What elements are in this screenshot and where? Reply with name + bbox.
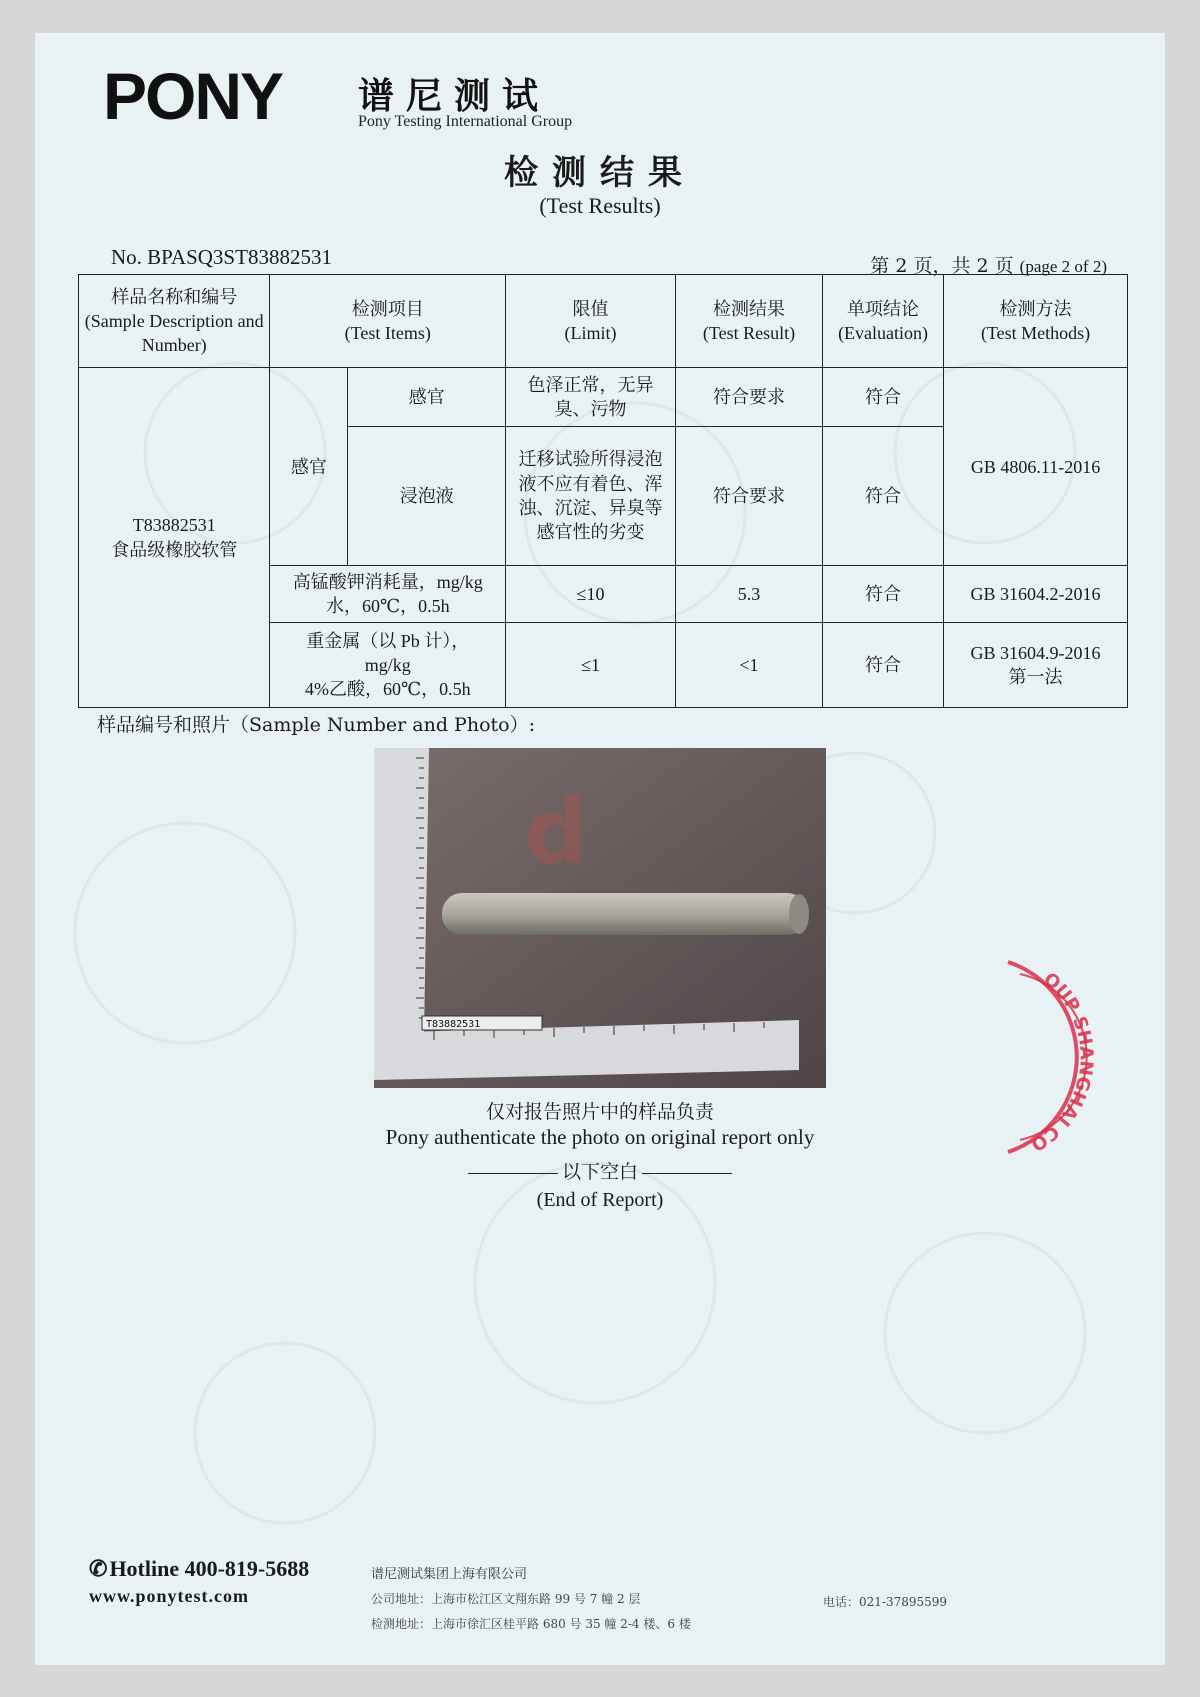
page-title-cn: 检测结果 <box>504 153 696 193</box>
item-cell: 感官 <box>348 368 506 427</box>
col-header-limit: 限值 (Limit) <box>506 275 676 368</box>
footer-phone: 电话：021-37895599 <box>823 1595 948 1609</box>
page-title-en: (Test Results) <box>539 193 661 218</box>
sample-photo <box>374 748 826 1088</box>
col-header-test-items: 检测项目 (Test Items) <box>270 275 506 368</box>
result-cell: 5.3 <box>675 566 822 623</box>
page-indicator-en: (page 2 of 2) <box>1019 257 1107 276</box>
limit-cell: ≤10 <box>506 566 676 623</box>
company-name-en: Pony Testing International Group <box>358 113 573 130</box>
item-cell: 重金属（以 Pb 计）， mg/kg 4%乙酸，60℃，0.5h <box>270 622 506 707</box>
item-cell: 浸泡液 <box>348 426 506 566</box>
limit-cell: 色泽正常，无异臭、污物 <box>506 368 676 427</box>
method-cell: GB 4806.11-2016 <box>944 368 1128 566</box>
result-cell: <1 <box>675 622 822 707</box>
seal-text: OUP SHANGHAI CO <box>1026 968 1097 1156</box>
evaluation-cell: 符合 <box>823 622 944 707</box>
item-cell: 高锰酸钾消耗量，mg/kg 水，60℃，0.5h <box>270 566 506 623</box>
result-cell: 符合要求 <box>675 426 822 566</box>
col-header-methods: 检测方法 (Test Methods) <box>944 275 1128 368</box>
page-indicator-cn: 第 2 页，共 2 页 <box>870 255 1014 277</box>
evaluation-cell: 符合 <box>823 368 944 427</box>
table-header-row <box>79 275 1128 368</box>
sample-photo-drawing <box>374 748 826 1088</box>
disclaimer-cn: 仅对报告照片中的样品负责 <box>485 1101 714 1123</box>
phone-icon: ✆ <box>89 1556 108 1581</box>
hotline-text: Hotline 400-819-5688 <box>109 1556 310 1581</box>
footer-company: 谱尼测试集团上海有限公司 <box>371 1567 528 1582</box>
col-header-sample: 样品名称和编号 (Sample Description and Number) <box>79 275 270 368</box>
report-number: No. BPASQ3ST83882531 <box>111 245 332 269</box>
divider-line <box>468 1173 558 1174</box>
report-page <box>35 33 1165 1665</box>
end-of-report-cn <box>35 1157 1165 1184</box>
table-row <box>79 368 1128 427</box>
evaluation-cell: 符合 <box>823 426 944 566</box>
limit-cell: 迁移试验所得浸泡液不应有着色、浑浊、沉淀、异臭等感官性的劣变 <box>506 426 676 566</box>
photo-heading: 样品编号和照片（Sample Number and Photo）: <box>97 714 535 736</box>
col-header-evaluation: 单项结论 (Evaluation) <box>823 275 944 368</box>
footer-lab-address: 检测地址：上海市徐汇区桂平路 680 号 35 幢 2-4 楼、6 楼 <box>371 1617 691 1631</box>
photo-sample-label: T83882531 <box>426 1019 481 1030</box>
group-label-cell: 感官 <box>270 368 348 566</box>
col-header-result: 检测结果 (Test Result) <box>675 275 822 368</box>
method-cell: GB 31604.2-2016 <box>944 566 1128 623</box>
method-cell: GB 31604.9-2016 第一法 <box>944 622 1128 707</box>
company-seal-stamp <box>998 952 1128 1162</box>
limit-cell: ≤1 <box>506 622 676 707</box>
end-of-report-en: (End of Report) <box>536 1189 664 1211</box>
sample-cell: T83882531 食品级橡胶软管 <box>79 368 270 708</box>
disclaimer-en: Pony authenticate the photo on original report only <box>385 1125 815 1149</box>
company-name-cn: 谱尼测试 <box>358 76 551 117</box>
footer-address: 公司地址：上海市松江区文翔东路 99 号 7 幢 2 层 <box>371 1592 641 1606</box>
end-of-report-cn-text: 以下空白 <box>561 1161 638 1183</box>
pony-logo: PONY <box>103 59 283 133</box>
svg-text:d: d <box>524 780 589 885</box>
website-link[interactable]: www.ponytest.com <box>89 1586 249 1606</box>
results-table <box>78 274 1128 708</box>
divider-line <box>642 1173 732 1174</box>
hotline <box>89 1556 309 1582</box>
result-cell: 符合要求 <box>675 368 822 427</box>
evaluation-cell: 符合 <box>823 566 944 623</box>
svg-text:OUP SHANGHAI CO <box>1027 969 1097 1156</box>
